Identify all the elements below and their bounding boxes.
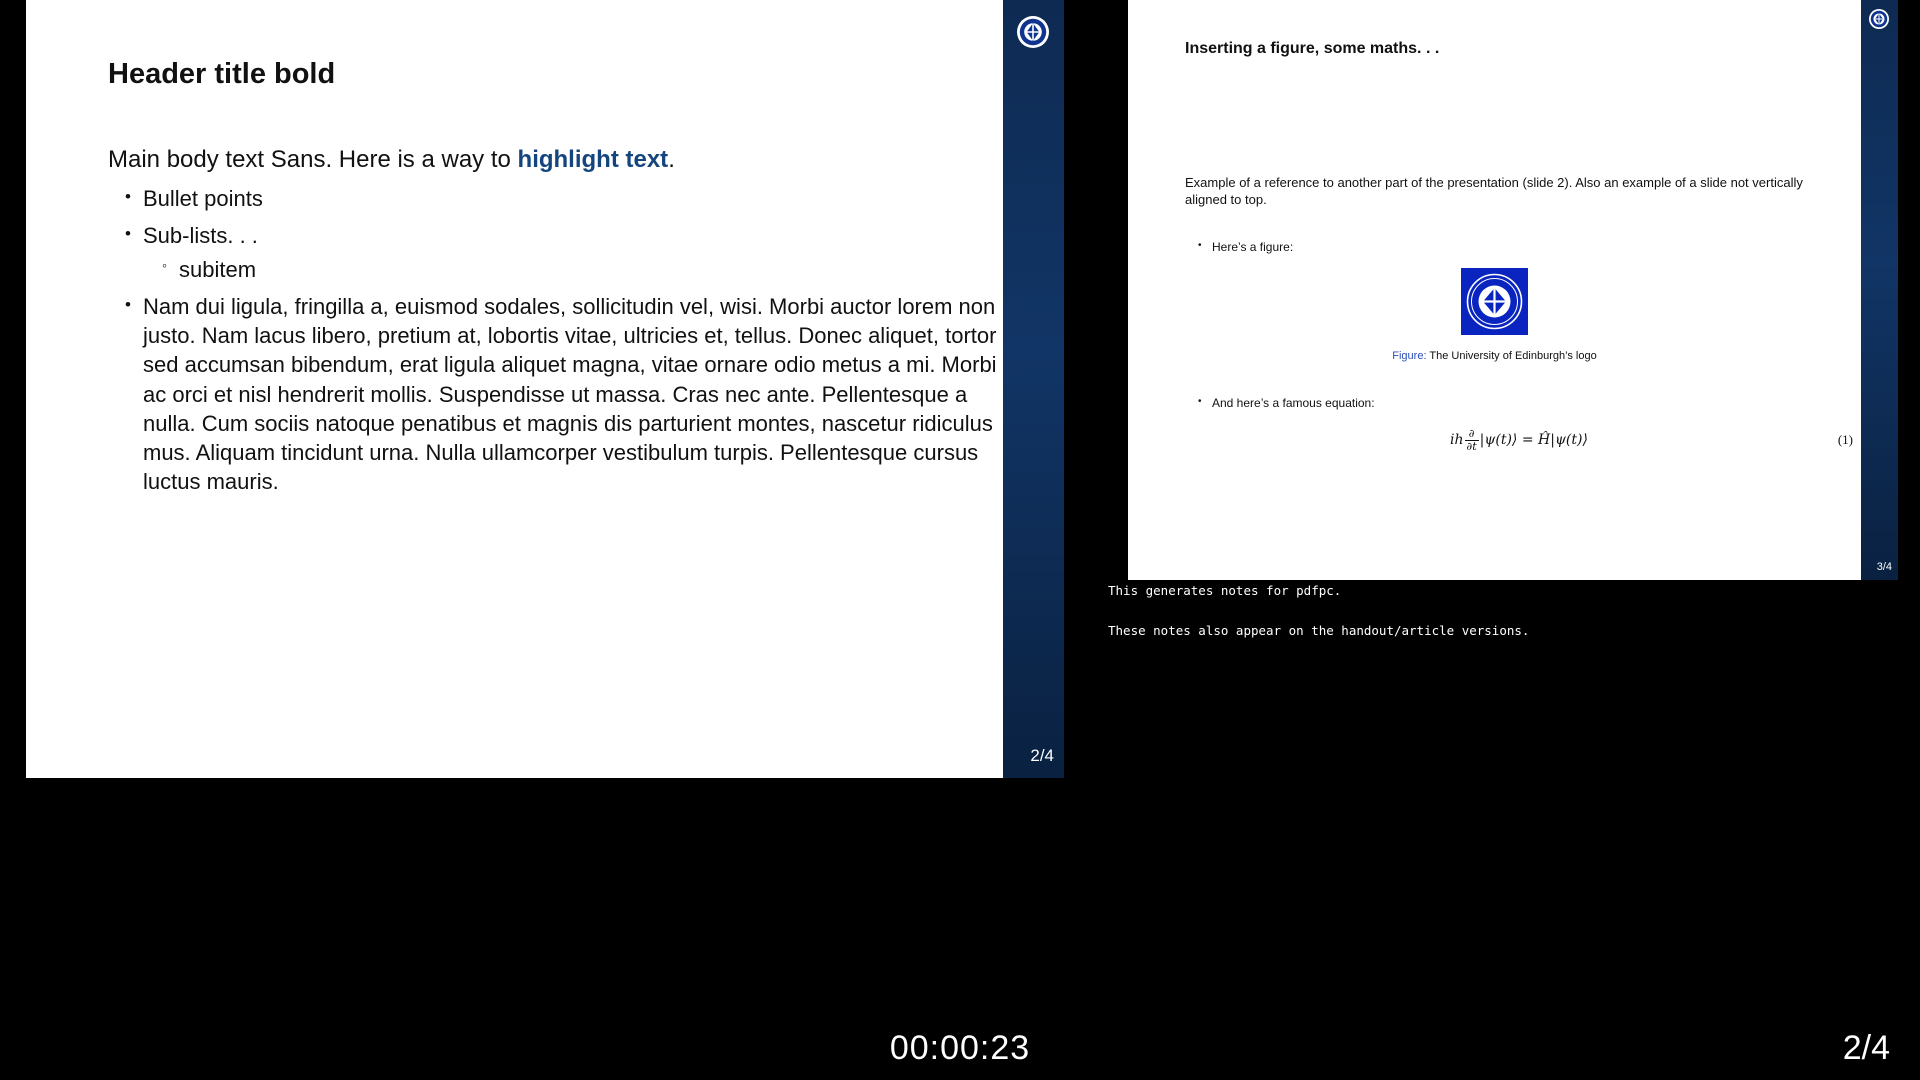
university-crest-icon [1017,16,1049,48]
equation-number: (1) [1837,432,1853,447]
sub-bullet-marker-icon: ◦ [162,256,167,273]
bullet-marker-icon: • [1198,396,1202,407]
presentation-timer[interactable]: 00:00:23 [889,1029,1031,1067]
current-slide-sidebar [1003,0,1064,778]
list-item-text: Here’s a figure: [1212,240,1294,254]
list-item-text: Bullet points [143,186,263,211]
slide-intro-text [108,144,978,175]
slide-page-number: 2/4 [1030,746,1054,765]
list-item [125,292,1003,497]
equation-body [1185,428,1853,452]
next-slide-sidebar [1861,0,1898,580]
fraction-numerator: ∂ [1465,428,1479,441]
equation-relation: = [1521,432,1534,449]
next-slide-bullet-list [1198,240,1838,258]
slide-counter: 2/4 [1842,1029,1890,1067]
speaker-notes[interactable] [1108,582,1898,661]
bullet-marker-icon: • [125,187,131,206]
list-item [125,184,1003,213]
current-slide-body [26,0,1003,778]
list-item-text: Sub-lists. . . [143,223,258,249]
figure-caption-text: The University of Edinburgh’s logo [1429,350,1597,362]
next-slide-preview[interactable] [1128,0,1898,580]
slide-page-number: 3/4 [1876,561,1892,573]
equation-rhs: Ĥ|ψ(t)⟩ [1538,432,1588,449]
note-line: These notes also appear on the handout/article versions. [1108,622,1530,638]
current-slide[interactable] [26,0,1064,778]
equation-lhs-prefix: ih [1450,432,1464,449]
bullet-list [121,184,1003,505]
list-item [1198,240,1838,254]
next-slide-paragraph: Example of a reference to another part of the presentation (slide 2). Also an example of a slide not vertically aligned to top. [1185,175,1803,207]
next-slide-title: Inserting a figure, some maths. . . [1185,40,1440,57]
bullet-marker-icon: • [125,224,131,244]
intro-text-before: Main body text Sans. Here is a way to [108,146,518,173]
equation-row [1185,428,1853,452]
figure-block [1128,268,1861,362]
equation-lhs-ket: |ψ(t)⟩ [1479,432,1518,449]
equation-fraction [1465,428,1479,452]
bullet-marker-icon: • [1198,240,1202,251]
university-crest-icon [1869,9,1889,29]
note-line: This generates notes for pdfpc. [1108,583,1342,598]
sub-list-item [162,255,1003,284]
sub-list-item-text: subitem [179,256,257,282]
list-item [1198,396,1838,410]
bullet-marker-icon: • [125,294,131,314]
intro-text-after: . [668,146,675,173]
university-logo-icon [1461,268,1528,335]
sub-bullet-list [143,255,1003,284]
list-item-text: Nam dui ligula, fringilla a, euismod sodales, sollicitudin vel, wisi. Morbi auctor lorem non justo. Nam lacus libero, pretium at, lobortis vitae, ultricies et, tellus. Donec aliquet, tortor sed accumsan bibendum, erat ligula aliquet magna, vitae ornare odio metus a mi. Morbi ac orci et nisl hendrerit mollis. Suspendisse ut massa. Cras nec ante. Pellentesque a nulla. Cum sociis natoque penatibus et magnis dis parturient montes, nascetur ridiculus mus. Aliquam tincidunt urna. Nulla ullamcorper vestibulum turpis. Pellentesque cursus luctus mauris. [143,293,997,495]
fraction-denominator: ∂t [1466,439,1477,453]
highlighted-text: highlight text [517,146,669,173]
next-slide-bullet-list-2 [1198,396,1838,410]
list-item-text: And here’s a famous equation: [1212,396,1375,410]
figure-caption [1128,350,1861,362]
list-item [125,221,1003,284]
figure-label: Figure: [1392,350,1427,362]
slide-title: Header title bold [108,58,336,90]
